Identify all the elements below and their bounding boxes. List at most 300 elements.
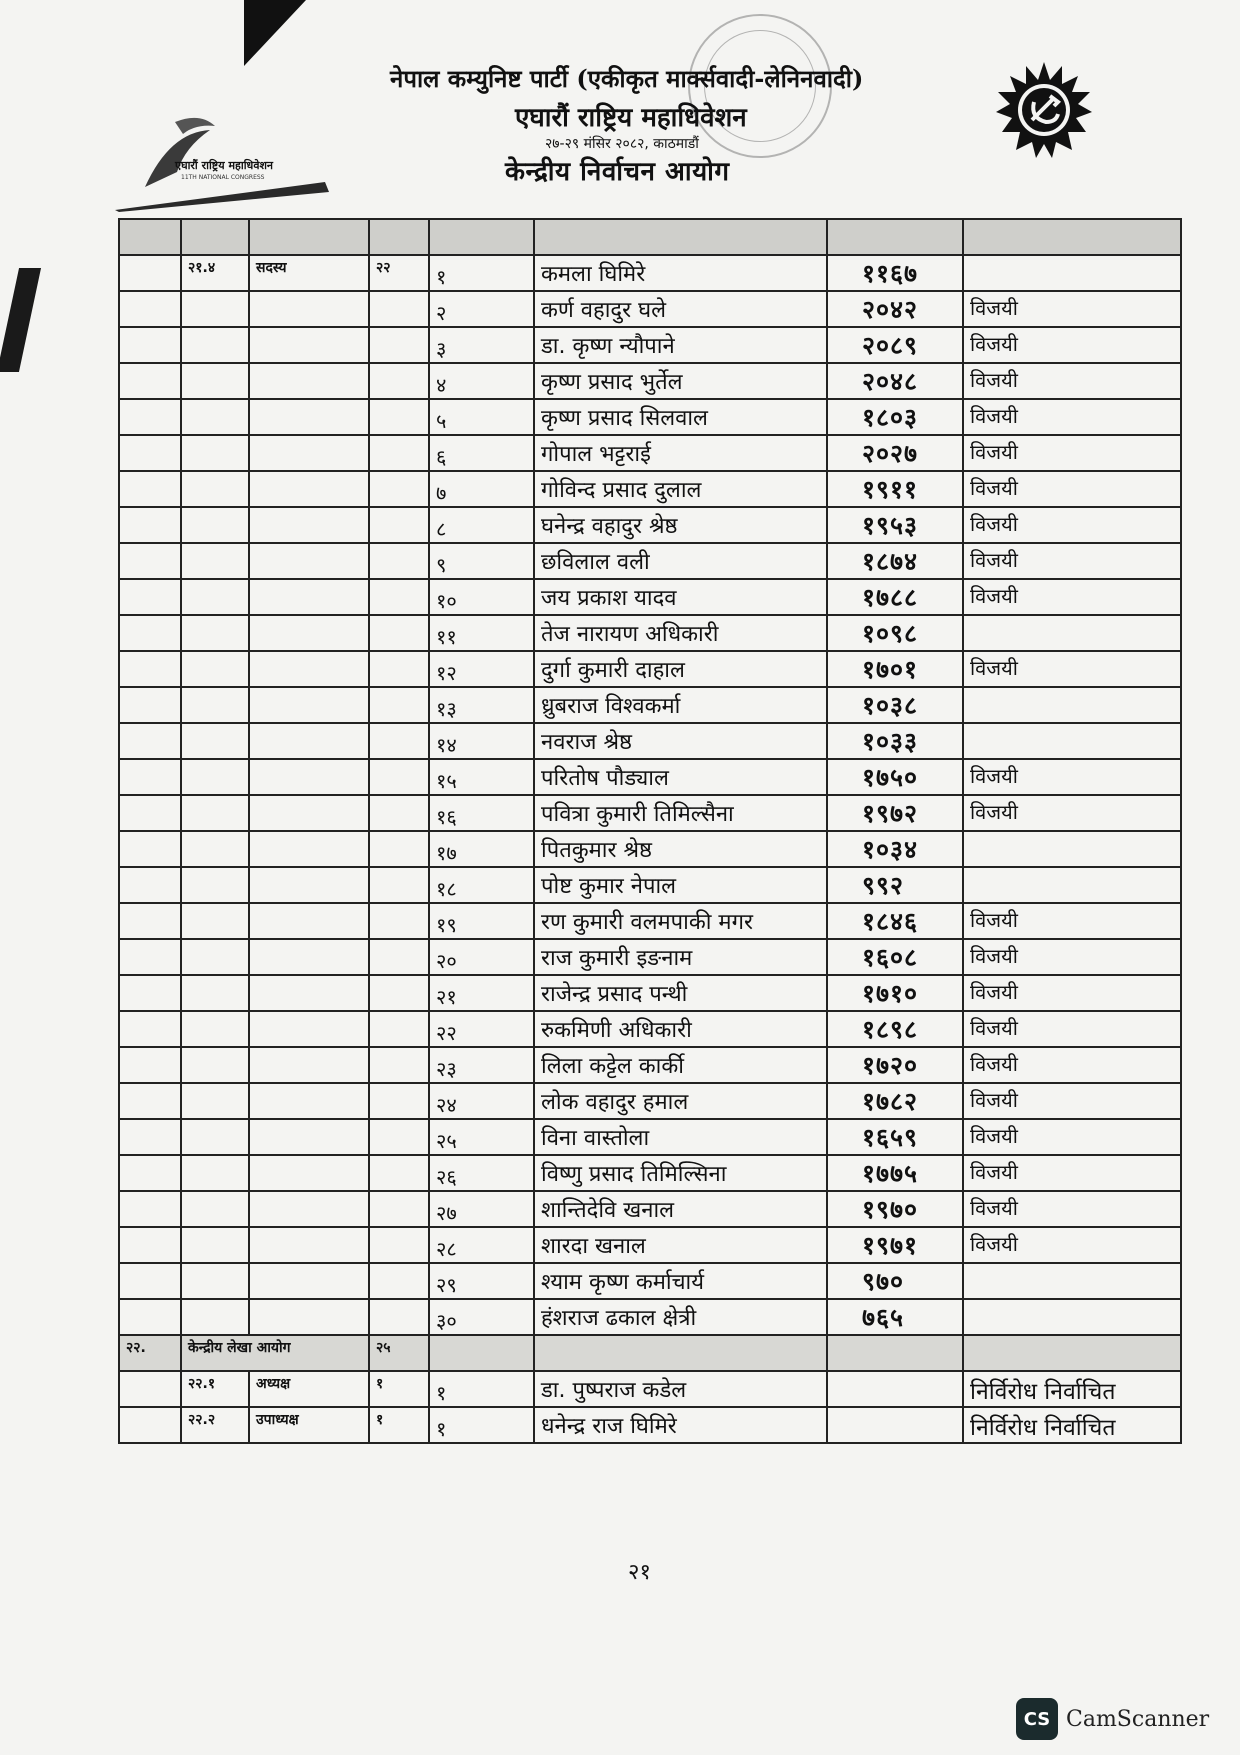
blank-cell bbox=[369, 327, 429, 363]
result-status bbox=[963, 1263, 1181, 1299]
page-number: २१ bbox=[628, 1560, 651, 1585]
result-status bbox=[963, 615, 1181, 651]
blank-cell bbox=[249, 1227, 369, 1263]
table-row bbox=[119, 291, 1181, 327]
vote-count: १९७१ bbox=[827, 1227, 963, 1263]
blank-cell bbox=[827, 1407, 963, 1443]
logo-text: एघारौं राष्ट्रिय महाधिवेशन bbox=[175, 159, 274, 172]
vote-count: ९७० bbox=[827, 1263, 963, 1299]
blank-cell bbox=[119, 939, 181, 975]
blank-cell bbox=[369, 579, 429, 615]
candidate-name: विष्णु प्रसाद तिमिल्सिना bbox=[534, 1155, 827, 1191]
post-name: अध्यक्ष bbox=[249, 1371, 369, 1407]
vote-count: १०३४ bbox=[827, 831, 963, 867]
post-seats: १ bbox=[369, 1371, 429, 1407]
blank-cell bbox=[181, 327, 249, 363]
result-status bbox=[963, 867, 1181, 903]
serial-number: ३० bbox=[429, 1299, 534, 1335]
result-status: विजयी bbox=[963, 1083, 1181, 1119]
table-row bbox=[119, 363, 1181, 399]
table-row bbox=[119, 1191, 1181, 1227]
blank-cell bbox=[181, 651, 249, 687]
blank-cell bbox=[249, 435, 369, 471]
table-header-row bbox=[119, 219, 1181, 255]
candidate-name: राज कुमारी इङनाम bbox=[534, 939, 827, 975]
table-row bbox=[119, 1299, 1181, 1335]
blank-cell bbox=[249, 831, 369, 867]
blank-cell bbox=[181, 579, 249, 615]
candidate-name: श्याम कृष्ण कर्माचार्य bbox=[534, 1263, 827, 1299]
serial-number: २६ bbox=[429, 1155, 534, 1191]
blank-cell bbox=[119, 1227, 181, 1263]
table-row bbox=[119, 327, 1181, 363]
table-row bbox=[119, 687, 1181, 723]
serial-number: २८ bbox=[429, 1227, 534, 1263]
serial-number: १३ bbox=[429, 687, 534, 723]
blank-cell bbox=[119, 1263, 181, 1299]
blank-cell bbox=[369, 399, 429, 435]
serial-number: २५ bbox=[429, 1119, 534, 1155]
convention-dates: २७-२९ मंसिर २०८२, काठमाडौं bbox=[545, 136, 699, 152]
table-row bbox=[119, 975, 1181, 1011]
vote-count: १८४६ bbox=[827, 903, 963, 939]
serial-number: १५ bbox=[429, 759, 534, 795]
blank-cell bbox=[181, 1191, 249, 1227]
commission-title: केन्द्रीय निर्वाचन आयोग bbox=[505, 157, 730, 187]
vote-count: १७७५ bbox=[827, 1155, 963, 1191]
candidate-name: पितकुमार श्रेष्ठ bbox=[534, 831, 827, 867]
blank-cell bbox=[181, 471, 249, 507]
blank-cell bbox=[119, 1155, 181, 1191]
result-status: विजयी bbox=[963, 579, 1181, 615]
blank-cell bbox=[181, 687, 249, 723]
serial-number: १७ bbox=[429, 831, 534, 867]
blank-cell bbox=[181, 543, 249, 579]
blank-cell bbox=[369, 543, 429, 579]
blank-cell bbox=[369, 435, 429, 471]
vote-count: २०२७ bbox=[827, 435, 963, 471]
blank-cell bbox=[369, 867, 429, 903]
blank-cell bbox=[369, 903, 429, 939]
table-row bbox=[119, 1155, 1181, 1191]
table-row bbox=[119, 795, 1181, 831]
result-status: विजयी bbox=[963, 507, 1181, 543]
blank-cell bbox=[119, 831, 181, 867]
blank-cell bbox=[181, 1263, 249, 1299]
blank-cell bbox=[249, 939, 369, 975]
serial-number: १२ bbox=[429, 651, 534, 687]
blank-cell bbox=[369, 1119, 429, 1155]
vote-count: १७५० bbox=[827, 759, 963, 795]
blank-cell bbox=[119, 255, 181, 291]
blank-cell bbox=[181, 1119, 249, 1155]
vote-count: १९११ bbox=[827, 471, 963, 507]
result-status: विजयी bbox=[963, 795, 1181, 831]
serial-number: १ bbox=[429, 255, 534, 291]
post-code: २२.२ bbox=[181, 1407, 249, 1443]
candidate-name: पोष्ट कुमार नेपाल bbox=[534, 867, 827, 903]
scan-shadow-left bbox=[0, 268, 41, 372]
serial-number: २४ bbox=[429, 1083, 534, 1119]
candidate-name: कृष्ण प्रसाद सिलवाल bbox=[534, 399, 827, 435]
table-row bbox=[119, 579, 1181, 615]
post-name: उपाध्यक्ष bbox=[249, 1407, 369, 1443]
table-row bbox=[119, 903, 1181, 939]
blank-cell bbox=[119, 1371, 181, 1407]
vote-count: १६५९ bbox=[827, 1119, 963, 1155]
table-row bbox=[119, 507, 1181, 543]
blank-cell bbox=[119, 1011, 181, 1047]
vote-count: २०४८ bbox=[827, 363, 963, 399]
table-row bbox=[119, 867, 1181, 903]
table-row bbox=[119, 1371, 1181, 1407]
serial-number: ४ bbox=[429, 363, 534, 399]
blank-cell bbox=[369, 831, 429, 867]
blank-cell bbox=[827, 1371, 963, 1407]
blank-cell bbox=[369, 615, 429, 651]
vote-count: १९७२ bbox=[827, 795, 963, 831]
result-status: विजयी bbox=[963, 939, 1181, 975]
blank-cell bbox=[249, 1047, 369, 1083]
blank-cell bbox=[249, 327, 369, 363]
result-status: विजयी bbox=[963, 435, 1181, 471]
blank-cell bbox=[119, 1119, 181, 1155]
logo-subtext: 11TH NATIONAL CONGRESS bbox=[181, 174, 265, 181]
result-status bbox=[963, 255, 1181, 291]
blank-cell bbox=[181, 1299, 249, 1335]
blank-cell bbox=[249, 903, 369, 939]
table-row bbox=[119, 1083, 1181, 1119]
vote-count: १७८२ bbox=[827, 1083, 963, 1119]
serial-number: १० bbox=[429, 579, 534, 615]
candidate-name: कर्ण वहादुर घले bbox=[534, 291, 827, 327]
blank-cell bbox=[181, 1047, 249, 1083]
blank-cell bbox=[249, 615, 369, 651]
blank-cell bbox=[369, 1191, 429, 1227]
vote-count: १७२० bbox=[827, 1047, 963, 1083]
blank-cell bbox=[249, 867, 369, 903]
vote-count: १९५३ bbox=[827, 507, 963, 543]
blank-cell bbox=[369, 507, 429, 543]
blank-cell bbox=[369, 1155, 429, 1191]
blank-cell bbox=[369, 471, 429, 507]
serial-number: १ bbox=[429, 1407, 534, 1443]
table-row bbox=[119, 1227, 1181, 1263]
vote-count: १८९८ bbox=[827, 1011, 963, 1047]
blank-cell bbox=[119, 579, 181, 615]
blank-cell bbox=[249, 723, 369, 759]
table-row bbox=[119, 1011, 1181, 1047]
group-seats: २२ bbox=[369, 255, 429, 291]
table-row bbox=[119, 471, 1181, 507]
blank-cell bbox=[119, 759, 181, 795]
section-seats: २५ bbox=[369, 1335, 429, 1371]
blank-cell bbox=[119, 903, 181, 939]
result-status: विजयी bbox=[963, 291, 1181, 327]
blank-cell bbox=[249, 579, 369, 615]
serial-number: ६ bbox=[429, 435, 534, 471]
vote-count: १०३३ bbox=[827, 723, 963, 759]
candidate-name: नवराज श्रेष्ठ bbox=[534, 723, 827, 759]
result-status: विजयी bbox=[963, 759, 1181, 795]
blank-cell bbox=[249, 975, 369, 1011]
blank-cell bbox=[119, 795, 181, 831]
blank-cell bbox=[119, 615, 181, 651]
candidate-name: गोपाल भट्टराई bbox=[534, 435, 827, 471]
result-status: विजयी bbox=[963, 327, 1181, 363]
vote-count: १७८८ bbox=[827, 579, 963, 615]
vote-count: ११६७ bbox=[827, 255, 963, 291]
candidate-name: लिला कट्टेल कार्की bbox=[534, 1047, 827, 1083]
convention-title: एघारौं राष्ट्रिय महाधिवेशन bbox=[515, 103, 747, 133]
serial-number: १८ bbox=[429, 867, 534, 903]
blank-cell bbox=[369, 759, 429, 795]
table-row bbox=[119, 255, 1181, 291]
group-code: २१.४ bbox=[181, 255, 249, 291]
blank-cell bbox=[119, 399, 181, 435]
blank-cell bbox=[369, 651, 429, 687]
blank-cell bbox=[249, 1155, 369, 1191]
camscanner-icon: CS bbox=[1016, 1698, 1058, 1740]
candidate-name: पवित्रा कुमारी तिमिल्सैना bbox=[534, 795, 827, 831]
vote-count: १८०३ bbox=[827, 399, 963, 435]
blank-cell bbox=[181, 759, 249, 795]
table-row bbox=[119, 759, 1181, 795]
section-title: केन्द्रीय लेखा आयोग bbox=[181, 1335, 369, 1371]
candidate-name: रुकमिणी अधिकारी bbox=[534, 1011, 827, 1047]
blank-cell bbox=[369, 1047, 429, 1083]
blank-cell bbox=[181, 1227, 249, 1263]
blank-cell bbox=[181, 1083, 249, 1119]
serial-number: २७ bbox=[429, 1191, 534, 1227]
section-header-row bbox=[119, 1335, 1181, 1371]
blank-cell bbox=[963, 1335, 1181, 1371]
blank-cell bbox=[249, 1119, 369, 1155]
blank-cell bbox=[369, 939, 429, 975]
blank-cell bbox=[369, 1083, 429, 1119]
vote-count: २०८९ bbox=[827, 327, 963, 363]
table-row bbox=[119, 831, 1181, 867]
result-status: विजयी bbox=[963, 471, 1181, 507]
blank-cell bbox=[119, 1191, 181, 1227]
result-status bbox=[963, 687, 1181, 723]
result-status: विजयी bbox=[963, 1047, 1181, 1083]
blank-cell bbox=[181, 903, 249, 939]
blank-cell bbox=[369, 795, 429, 831]
blank-cell bbox=[119, 867, 181, 903]
table-row bbox=[119, 939, 1181, 975]
vote-count: १७०१ bbox=[827, 651, 963, 687]
result-status: विजयी bbox=[963, 1011, 1181, 1047]
blank-cell bbox=[249, 399, 369, 435]
blank-cell bbox=[249, 795, 369, 831]
candidate-name: कमला घिमिरे bbox=[534, 255, 827, 291]
vote-count: १०९८ bbox=[827, 615, 963, 651]
blank-cell bbox=[249, 507, 369, 543]
blank-cell bbox=[249, 1011, 369, 1047]
blank-cell bbox=[181, 723, 249, 759]
convention-logo bbox=[115, 112, 335, 212]
blank-cell bbox=[249, 363, 369, 399]
section-code: २२. bbox=[119, 1335, 181, 1371]
candidate-name: कृष्ण प्रसाद भुर्तेल bbox=[534, 363, 827, 399]
blank-cell bbox=[181, 435, 249, 471]
serial-number: २० bbox=[429, 939, 534, 975]
result-status: विजयी bbox=[963, 399, 1181, 435]
blank-cell bbox=[369, 1263, 429, 1299]
blank-cell bbox=[119, 975, 181, 1011]
blank-cell bbox=[249, 1191, 369, 1227]
blank-cell bbox=[369, 723, 429, 759]
blank-cell bbox=[119, 651, 181, 687]
serial-number: २२ bbox=[429, 1011, 534, 1047]
result-status: निर्विरोध निर्वाचित bbox=[963, 1407, 1181, 1443]
result-status: विजयी bbox=[963, 1155, 1181, 1191]
blank-cell bbox=[369, 363, 429, 399]
blank-cell bbox=[119, 723, 181, 759]
candidate-name: विना वास्तोला bbox=[534, 1119, 827, 1155]
table-row bbox=[119, 1263, 1181, 1299]
blank-cell bbox=[181, 939, 249, 975]
serial-number: ३ bbox=[429, 327, 534, 363]
candidate-name: लोक वहादुर हमाल bbox=[534, 1083, 827, 1119]
serial-number: १ bbox=[429, 1371, 534, 1407]
vote-count: १७१० bbox=[827, 975, 963, 1011]
serial-number: ७ bbox=[429, 471, 534, 507]
result-status: विजयी bbox=[963, 1191, 1181, 1227]
serial-number: १६ bbox=[429, 795, 534, 831]
result-status: विजयी bbox=[963, 903, 1181, 939]
election-results-table bbox=[118, 218, 1182, 1444]
vote-count: १८७४ bbox=[827, 543, 963, 579]
blank-cell bbox=[181, 507, 249, 543]
serial-number: १९ bbox=[429, 903, 534, 939]
result-status: निर्विरोध निर्वाचित bbox=[963, 1371, 1181, 1407]
blank-cell bbox=[119, 327, 181, 363]
blank-cell bbox=[249, 1263, 369, 1299]
blank-cell bbox=[369, 1299, 429, 1335]
candidate-name: राजेन्द्र प्रसाद पन्थी bbox=[534, 975, 827, 1011]
blank-cell bbox=[181, 399, 249, 435]
blank-cell bbox=[181, 831, 249, 867]
candidate-name: डा. पुष्पराज कडेल bbox=[534, 1371, 827, 1407]
table-row bbox=[119, 1407, 1181, 1443]
table-row bbox=[119, 399, 1181, 435]
blank-cell bbox=[249, 759, 369, 795]
blank-cell bbox=[181, 795, 249, 831]
table-row bbox=[119, 615, 1181, 651]
serial-number: ९ bbox=[429, 543, 534, 579]
serial-number: १४ bbox=[429, 723, 534, 759]
candidate-name: शान्तिदेवि खनाल bbox=[534, 1191, 827, 1227]
vote-count: १६०८ bbox=[827, 939, 963, 975]
blank-cell bbox=[181, 1155, 249, 1191]
table-row bbox=[119, 723, 1181, 759]
vote-count: ९९२ bbox=[827, 867, 963, 903]
blank-cell bbox=[249, 291, 369, 327]
candidate-name: डा. कृष्ण न्यौपाने bbox=[534, 327, 827, 363]
blank-cell bbox=[119, 1083, 181, 1119]
party-name: नेपाल कम्युनिष्ट पार्टी (एकीकृत मार्क्सवादी-लेनिनवादी) bbox=[390, 64, 864, 93]
serial-number: ८ bbox=[429, 507, 534, 543]
candidate-name: ध्रुबराज विश्वकर्मा bbox=[534, 687, 827, 723]
party-emblem bbox=[996, 62, 1092, 158]
blank-cell bbox=[369, 687, 429, 723]
candidate-name: हंशराज ढकाल क्षेत्री bbox=[534, 1299, 827, 1335]
blank-cell bbox=[119, 687, 181, 723]
vote-count: १०३८ bbox=[827, 687, 963, 723]
result-status: विजयी bbox=[963, 1227, 1181, 1263]
blank-cell bbox=[119, 543, 181, 579]
serial-number: ११ bbox=[429, 615, 534, 651]
vote-count: २०४२ bbox=[827, 291, 963, 327]
blank-cell bbox=[119, 291, 181, 327]
candidate-name: गोविन्द प्रसाद दुलाल bbox=[534, 471, 827, 507]
blank-cell bbox=[181, 867, 249, 903]
candidate-name: परितोष पौड्याल bbox=[534, 759, 827, 795]
blank-cell bbox=[534, 1335, 827, 1371]
vote-count: १९७० bbox=[827, 1191, 963, 1227]
blank-cell bbox=[249, 471, 369, 507]
candidate-name: घनेन्द्र वहादुर श्रेष्ठ bbox=[534, 507, 827, 543]
camscanner-watermark bbox=[1016, 1698, 1209, 1740]
candidate-name: जय प्रकाश यादव bbox=[534, 579, 827, 615]
serial-number: २९ bbox=[429, 1263, 534, 1299]
blank-cell bbox=[181, 363, 249, 399]
table-row bbox=[119, 435, 1181, 471]
result-status: विजयी bbox=[963, 651, 1181, 687]
blank-cell bbox=[429, 1335, 534, 1371]
blank-cell bbox=[181, 615, 249, 651]
blank-cell bbox=[369, 291, 429, 327]
candidate-name: धनेन्द्र राज घिमिरे bbox=[534, 1407, 827, 1443]
blank-cell bbox=[249, 651, 369, 687]
group-post: सदस्य bbox=[249, 255, 369, 291]
post-code: २२.१ bbox=[181, 1371, 249, 1407]
camscanner-label: CamScanner bbox=[1066, 1706, 1210, 1732]
blank-cell bbox=[119, 435, 181, 471]
serial-number: २३ bbox=[429, 1047, 534, 1083]
candidate-name: छविलाल वली bbox=[534, 543, 827, 579]
blank-cell bbox=[181, 1011, 249, 1047]
post-seats: १ bbox=[369, 1407, 429, 1443]
blank-cell bbox=[119, 1299, 181, 1335]
serial-number: २१ bbox=[429, 975, 534, 1011]
blank-cell bbox=[249, 1299, 369, 1335]
blank-cell bbox=[827, 1335, 963, 1371]
blank-cell bbox=[249, 1083, 369, 1119]
blank-cell bbox=[369, 975, 429, 1011]
blank-cell bbox=[369, 1227, 429, 1263]
serial-number: २ bbox=[429, 291, 534, 327]
result-status: विजयी bbox=[963, 363, 1181, 399]
result-status: विजयी bbox=[963, 543, 1181, 579]
table-row bbox=[119, 1047, 1181, 1083]
blank-cell bbox=[181, 291, 249, 327]
candidate-name: रण कुमारी वलमपाकी मगर bbox=[534, 903, 827, 939]
blank-cell bbox=[119, 471, 181, 507]
scan-shadow-top bbox=[244, 0, 306, 66]
candidate-name: दुर्गा कुमारी दाहाल bbox=[534, 651, 827, 687]
blank-cell bbox=[119, 507, 181, 543]
blank-cell bbox=[249, 687, 369, 723]
blank-cell bbox=[369, 1011, 429, 1047]
blank-cell bbox=[119, 1047, 181, 1083]
result-status: विजयी bbox=[963, 975, 1181, 1011]
candidate-name: शारदा खनाल bbox=[534, 1227, 827, 1263]
blank-cell bbox=[119, 1407, 181, 1443]
candidate-name: तेज नारायण अधिकारी bbox=[534, 615, 827, 651]
